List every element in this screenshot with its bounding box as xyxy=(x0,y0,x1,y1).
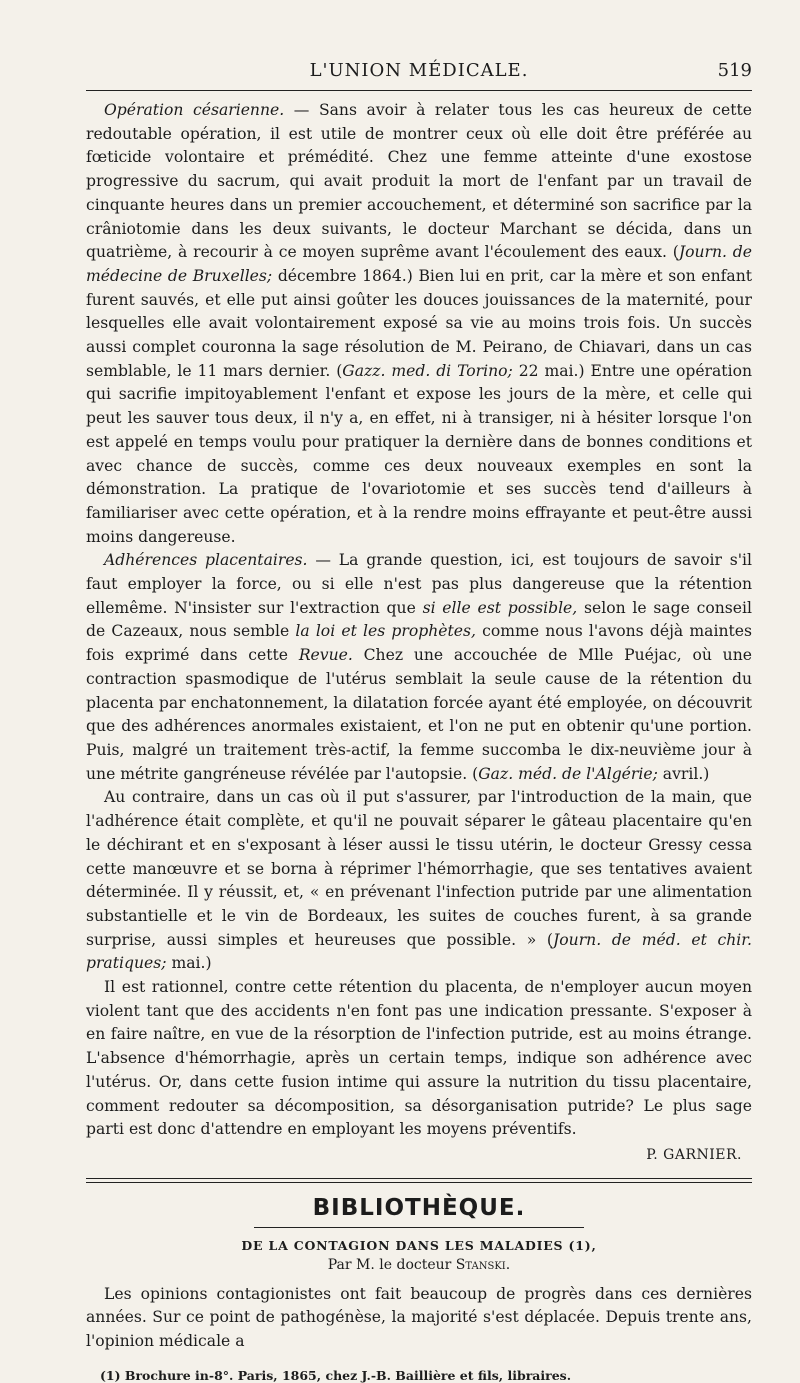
citation: Journ. de médecine de Bruxelles; xyxy=(86,243,752,285)
paragraph-text: comme nous l'avons déjà maintes fois exprimé dans cette xyxy=(86,622,752,665)
author-prefix: Par M. le docteur xyxy=(327,1256,456,1273)
paragraph-conclusion: Il est rationnel, contre cette rétention du placenta, de n'employer aucun moyen violent tant que des accidents n'en font pas une indication pressante. S'exposer à en faire naître, en vue de la résorption de l'infection putride, est au moins étrange. L'absence d'hémorrhagie, après un certain temps, indique son adhérence avec l'utérus. Or, dans cette fusion intime qui assure la nutrition du tissu placentaire, comment redouter sa décomposition, sa désorganisation putride? Le plus sage parti est donc d'attendre en employant les moyens préventifs. xyxy=(86,978,752,1139)
paragraph-text: selon le sage conseil de Cazeaux, nous semble xyxy=(86,598,752,641)
paragraph-text: Au contraire, dans un cas où il put s'assurer, par l'introduction de la main, que l'adhérence était complète, et qu'il ne pouvait séparer le gâteau placentaire qu'en le déchirant et en s'exposant à léser aussi le tissu utérin, le docteur Gressy cessa cette manœuvre et se borna à réprimer l'hémorrhagie, que ses tentatives avaient déterminée. Il y réussit, et, « en prévenant l'infection putride par une alimentation substantielle et le vin de Bordeaux, les suites de couches furent, à sa grande surprise, aussi simples et heureuses que possible. » ( xyxy=(86,788,752,949)
running-title: L'UNION MÉDICALE. xyxy=(309,60,529,81)
section-rule xyxy=(86,1182,752,1183)
paragraph-text: — Sans avoir à relater tous les cas heureux de cette redoutable opération, il est utile de montrer ceux où elle doit être préférée au fœticide volontaire et prémédité. Chez une femme atteinte d'une exostose progressive du sacrum, qui avait produit la mort de l'enfant par un travail de cinquante heures dans un premier accouchement, et déterminé son sacrifice par la crâniotomie dans les deux suivants, le docteur Marchant se décida, dans un quatrième, à recourir à ce moyen suprême avant l'écoulement des eaux. ( xyxy=(86,101,753,262)
paragraph-adherences xyxy=(86,549,752,786)
reviewed-work-title: DE LA CONTAGION DANS LES MALADIES (1), xyxy=(241,1237,597,1253)
paragraph-text: — La grande question, ici, est toujours de savoir s'il faut employer la force, ou si elle n'est pas plus dangereuse que la rétention ellemême. N'insister sur l'extraction que xyxy=(86,551,753,617)
paragraph-lead: Adhérences placentaires. xyxy=(104,551,308,570)
emphasis: si elle est possible, xyxy=(422,598,578,617)
article-body xyxy=(86,99,752,1168)
author-signature: P. GARNIER. xyxy=(646,1146,742,1163)
paragraph-text: mai.) xyxy=(166,954,212,973)
reviewed-work-author xyxy=(86,1257,752,1273)
section-title: BIBLIOTHÈQUE. xyxy=(312,1194,526,1221)
emphasis: Revue. xyxy=(298,646,353,665)
paragraph-gressy xyxy=(86,786,752,976)
paragraph-lead: Opération césarienne. xyxy=(104,101,285,119)
section-rule xyxy=(86,1178,752,1179)
citation: Gazz. med. di Torino; xyxy=(342,361,513,380)
section-text xyxy=(86,1283,752,1354)
page-header xyxy=(86,58,752,88)
paragraph-contagion: Les opinions contagionistes ont fait beaucoup de progrès dans ces dernières années. Sur ce point de pathogénèse, la majorité s'est déplacée. Depuis trente ans, l'opinion médicale a xyxy=(86,1284,752,1351)
page-number: 519 xyxy=(717,60,752,81)
citation: Journ. de méd. et chir. pratiques; xyxy=(86,930,752,973)
paragraph-text: décembre 1864.) Bien lui en prit, car la mère et son enfant furent sauvés, et elle put ainsi goûter les douces jouissances de la maternité, pour lesquelles elle avait volontairement exposé sa vie au moins trois fois. Un succès aussi complet couronna la sage résolution de M. Peirano, de Chiavari, dans un cas semblable, le 11 mars dernier. ( xyxy=(86,266,753,380)
paragraph-cesarienne xyxy=(86,99,752,549)
header-rule xyxy=(86,90,752,91)
footnote: (1) Brochure in-8°. Paris, 1865, chez J.-B. Baillière et fils, libraires. xyxy=(100,1367,572,1383)
paragraph-text: Chez une accouchée de Mlle Puéjac, où une contraction spasmodique de l'utérus semblait la seule cause de la rétention du placenta par enchatonnement, la dilatation forcée ayant été employée, on découvrit que des adhérences anormales existaient, et l'on ne put en obtenir qu'une portion. Puis, malgré un traitement très-actif, la femme succomba le dix-neuvième jour à une métrite gangréneuse révélée par l'autopsie. ( xyxy=(86,646,752,783)
emphasis: la loi et les prophètes, xyxy=(295,622,476,641)
author-name: Stanski. xyxy=(455,1256,511,1273)
paragraph-text: 22 mai.) Entre une opération qui sacrifie impitoyablement l'enfant et expose les jours de la mère, et celle qui peut les sauver tous deux, il n'y a, en effet, ni à transiger, ni à hésiter lorsque l'on est appelé en temps voulu pour pratiquer la dernière dans de bonnes conditions et avec chance de succès, comme ces deux nouveaux exemples en sont la démonstration. La pratique de l'ovariotomie et ses succès tend d'ailleurs à familiariser avec cette opération, et à la rendre moins effrayante et peut-être aussi moins dangereuse. xyxy=(86,361,752,546)
paragraph-text: avril.) xyxy=(657,764,710,783)
citation: Gaz. méd. de l'Algérie; xyxy=(478,764,658,783)
title-rule xyxy=(254,1227,584,1228)
